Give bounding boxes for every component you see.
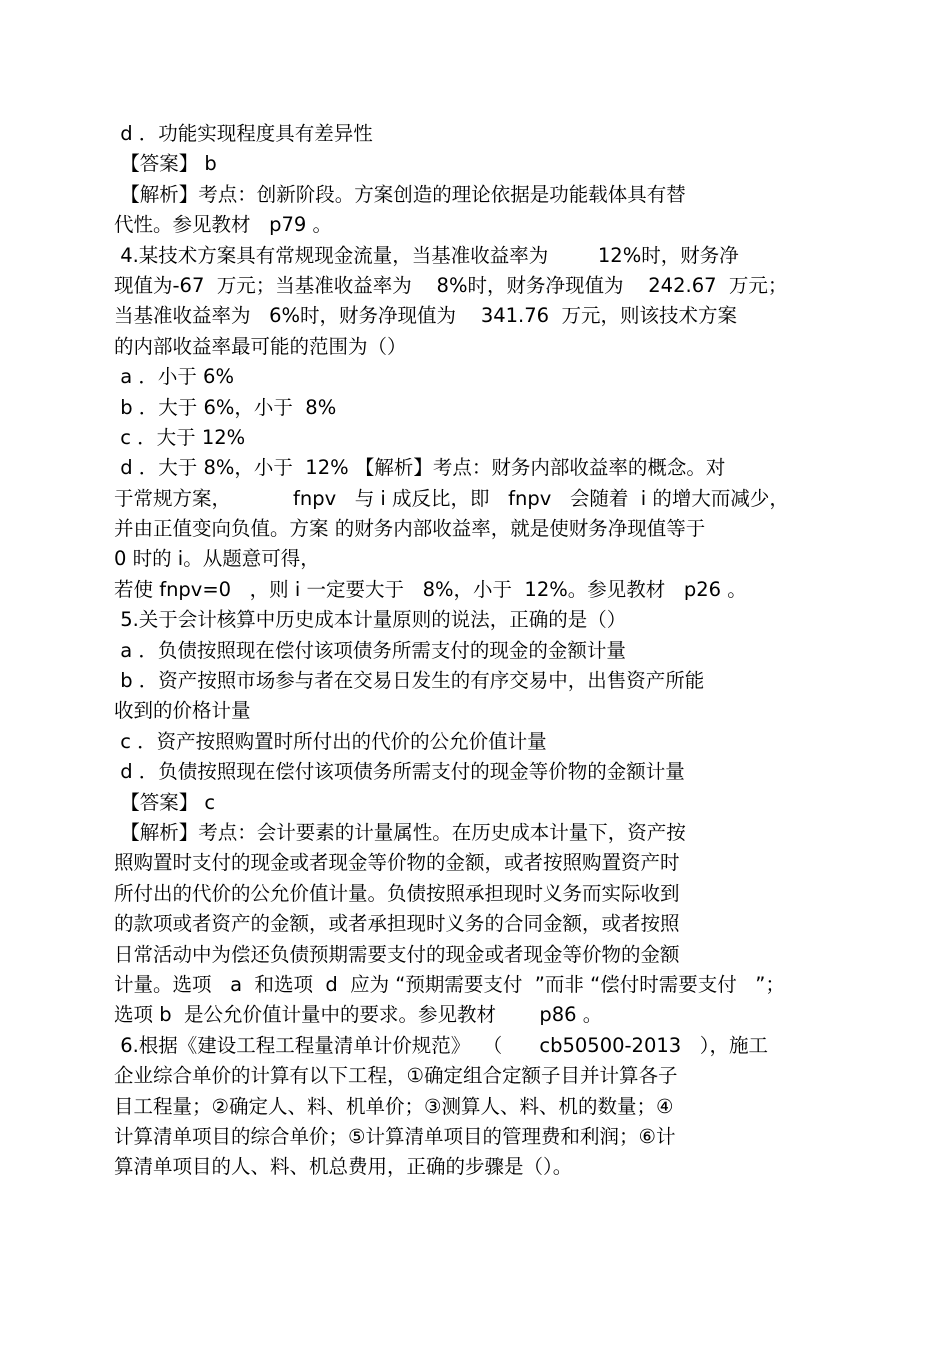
line-analysis-innovation: 【解析】考点：创新阶段。方案创造的理论依据是功能载体具有替 — [114, 182, 686, 206]
line-option-d-function: d ．功能实现程度具有差异性 — [114, 122, 373, 145]
line-q5-analysis-cont-5: 计量。选项 a 和选项 d 应为 “预期需要支付 ”而非 “偿付时需要支付 ”； — [114, 972, 785, 996]
line-q5-analysis: 【解析】考点：会计要素的计量属性。在历史成本计量下，资产按 — [114, 820, 686, 844]
line-q4-option-d-analysis: d ．大于 8%，小于 12% 【解析】考点：财务内部收益率的概念。对 — [114, 456, 726, 480]
line-q5-option-a: a ．负债按照现在偿付该项债务所需支付的现金的金额计量 — [114, 638, 626, 662]
line-q5-analysis-cont-4: 日常活动中为偿还负债预期需要支付的现金或者现金等价物的金额 — [114, 942, 680, 966]
line-q5-analysis-cont-6: 选项 b 是公允价值计量中的要求。参见教材 p86 。 — [114, 1003, 603, 1027]
line-question-4-cont-2: 当基准收益率为 6%时，财务净现值为 341.76 万元，则该技术方案 — [114, 304, 737, 328]
line-q5-analysis-cont-1: 照购置时支付的现金或者现金等价物的金额，或者按照购置资产时 — [114, 851, 680, 875]
line-q5-option-b-cont: 收到的价格计量 — [114, 699, 251, 723]
line-q5-analysis-cont-3: 的款项或者资产的金额，或者承担现时义务的合同金额，或者按照 — [114, 912, 680, 936]
line-q5-option-d: d ．负债按照现在偿付该项债务所需支付的现金等价物的金额计量 — [114, 760, 685, 784]
line-question-4-cont-1: 现值为-67 万元；当基准收益率为 8%时，财务净现值为 242.67 万元； — [114, 273, 788, 297]
line-answer-b: 【答案】 b — [114, 152, 217, 176]
line-question-4-cont-3: 的内部收益率最可能的范围为（） — [114, 334, 407, 358]
line-question-6-cont-1: 企业综合单价的计算有以下工程，①确定组合定额子目并计算各子 — [114, 1064, 678, 1088]
line-question-6-cont-4: 算清单项目的人、料、机总费用，正确的步骤是（）。 — [114, 1155, 573, 1179]
line-answer-c: 【答案】 c — [114, 790, 216, 814]
line-q4-analysis-cont-4: 若使 fnpv=0 ，则 i 一定要大于 8%，小于 12%。参见教材 p26 。 — [114, 577, 747, 601]
line-q5-option-b: b ．资产按照市场参与者在交易日发生的有序交易中，出售资产所能 — [114, 669, 705, 693]
document-body — [114, 119, 854, 1183]
line-q4-analysis-cont-2: 并由正值变向负值。方案 的财务内部收益率，就是使财务净现值等于 — [114, 517, 706, 541]
line-question-6-cont-2: 目工程量；②确定人、料、机单价；③测算人、料、机的数量；④ — [114, 1094, 674, 1118]
line-q4-analysis-cont-3: 0 时的 i。从题意可得， — [114, 547, 320, 571]
line-q5-option-c: c ．资产按照购置时所付出的代价的公允价值计量 — [114, 729, 547, 753]
line-question-6-cont-3: 计算清单项目的综合单价；⑤计算清单项目的管理费和利润；⑥计 — [114, 1124, 676, 1148]
line-q4-option-c: c ．大于 12% — [114, 425, 246, 449]
line-q5-analysis-cont-2: 所付出的代价的公允价值计量。负债按照承担现时义务而实际收到 — [114, 881, 680, 905]
line-q4-analysis-cont-1: 于常规方案， fnpv 与 i 成反比，即 fnpv 会随着 i 的增大而减少， — [114, 486, 789, 510]
line-question-6: 6.根据《建设工程工程量清单计价规范》 （ cb50500-2013 ），施工 — [114, 1033, 769, 1057]
line-question-5: 5.关于会计核算中历史成本计量原则的说法，正确的是（） — [114, 608, 627, 632]
line-q4-option-b: b ．大于 6%，小于 8% — [114, 395, 337, 419]
line-question-4: 4.某技术方案具有常规现金流量，当基准收益率为 12%时，财务净 — [114, 243, 739, 267]
line-analysis-innovation-cont: 代性。参见教材 p79 。 — [114, 213, 332, 237]
line-q4-option-a: a ．小于 6% — [114, 365, 234, 389]
